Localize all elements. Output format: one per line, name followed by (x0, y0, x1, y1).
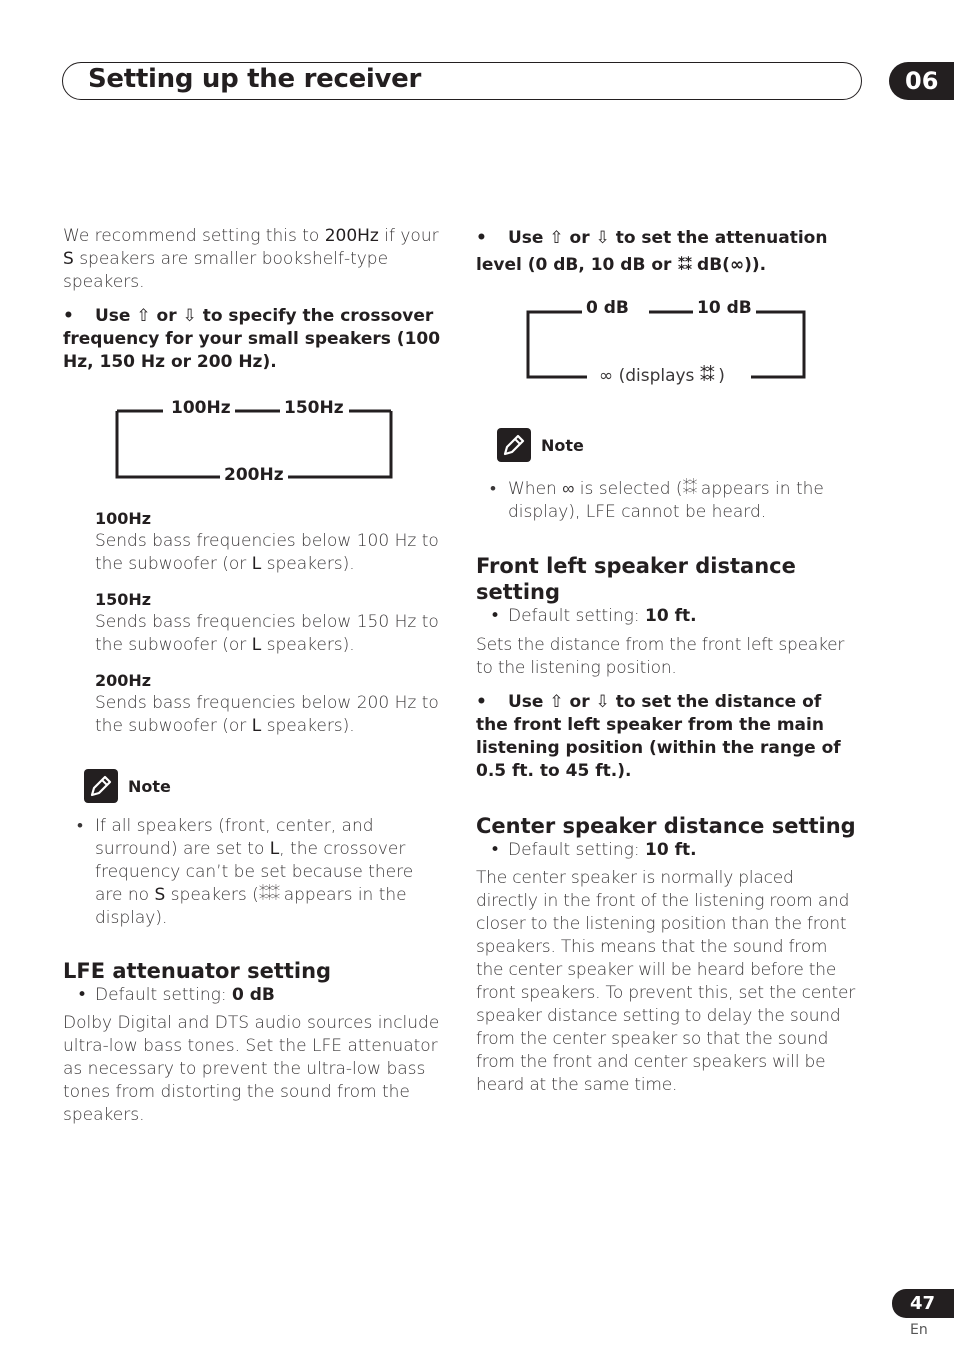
display-segment-icon: ⁑⁑ (682, 479, 696, 499)
page-number: 47 (892, 1289, 954, 1318)
center-heading: Center speaker distance setting (476, 814, 856, 838)
note-heading-right: Note (497, 428, 584, 462)
definition-200hz: 200Hz Sends bass frequencies below 200 Hz to the subwoofer (or L speakers). (95, 671, 439, 736)
display-segment-icon: ⁑⁑ (699, 366, 713, 386)
diagram-label-0db: 0 dB (582, 298, 633, 318)
left-lower (63, 815, 443, 1127)
note-bullet-left: • If all speakers (front, center, and surround) are set to L, the crossover frequency can’t be set because there are no S speakers (⁑⁑⁑ appears in the display). (77, 816, 414, 928)
chapter-badge: 06 (889, 62, 954, 100)
language-label: En (910, 1322, 928, 1338)
left-column (63, 225, 443, 374)
diagram-label-100hz: 100Hz (167, 398, 235, 418)
lfe-heading: LFE attenuator setting (63, 959, 332, 983)
crossover-diagram (113, 397, 395, 483)
note-bullet-right: • When ∞ is selected (⁑⁑ appears in the display), LFE cannot be heard. (490, 479, 824, 522)
attenuation-diagram (525, 298, 809, 384)
display-segment-icon: ⁑⁑ (677, 255, 692, 275)
up-arrow-icon: ⇧ (549, 228, 564, 248)
right-column (476, 225, 856, 279)
lfe-default: • Default setting: 0 dB (77, 985, 275, 1005)
up-arrow-icon: ⇧ (549, 692, 564, 712)
down-arrow-icon: ⇩ (595, 692, 610, 712)
front-left-body: Sets the distance from the front left speaker to the listening position. (476, 635, 845, 678)
crossover-instruction: • Use ⇧ or ⇩ to specify the crossover frequency for your small speakers (100 Hz, 150 Hz or 200 Hz). (63, 306, 441, 372)
diagram-label-150hz: 150Hz (280, 398, 348, 418)
front-left-default: • Default setting: 10 ft. (490, 606, 697, 626)
intro-paragraph: We recommend setting this to 200Hz if your S speakers are smaller bookshelf-type speakers. (63, 226, 439, 292)
front-left-heading: Front left speaker distance setting (476, 554, 796, 604)
diagram-label-10db: 10 dB (693, 298, 756, 318)
definition-100hz: 100Hz Sends bass frequencies below 100 Hz to the subwoofer (or L speakers). (95, 509, 439, 574)
front-left-instruction: • Use ⇧ or ⇩ to set the distance of the front left speaker from the main listening position (within the range of 0.5 ft. to 45 ft.). (476, 692, 841, 781)
down-arrow-icon: ⇩ (182, 306, 197, 326)
center-body: The center speaker is normally placed directly in the front of the listening room and closer to the listening position than the front speakers. This means that the sound from the center speaker will be heard before the front speakers. To prevent this, set the center speaker distance setting to delay the sound from the center speaker so that the sound from the front and center speakers will be heard at the same time. (476, 868, 856, 1095)
down-arrow-icon: ⇩ (595, 228, 610, 248)
page-title: Setting up the receiver (88, 64, 422, 94)
pencil-icon (84, 769, 118, 803)
diagram-label-infinity: ∞ (displays ⁑⁑ ) (595, 366, 729, 386)
right-lower (476, 478, 856, 1097)
diagram-label-200hz: 200Hz (220, 465, 288, 485)
display-segment-icon: ⁑⁑⁑ (258, 885, 279, 905)
lfe-body: Dolby Digital and DTS audio sources include ultra-low bass tones. Set the LFE attenuator as necessary to prevent the ultra-low bass tones from distorting the sound from the speakers. (63, 1013, 440, 1125)
up-arrow-icon: ⇧ (136, 306, 151, 326)
pencil-icon (497, 428, 531, 462)
note-heading-left: Note (84, 769, 171, 803)
attenuation-instruction: • Use ⇧ or ⇩ to set the attenuation level (0 dB, 10 dB or ⁑⁑ dB(∞)). (476, 228, 828, 275)
definition-150hz: 150Hz Sends bass frequencies below 150 Hz to the subwoofer (or L speakers). (95, 590, 439, 655)
crossover-definitions (95, 507, 443, 738)
center-default: • Default setting: 10 ft. (490, 840, 697, 860)
